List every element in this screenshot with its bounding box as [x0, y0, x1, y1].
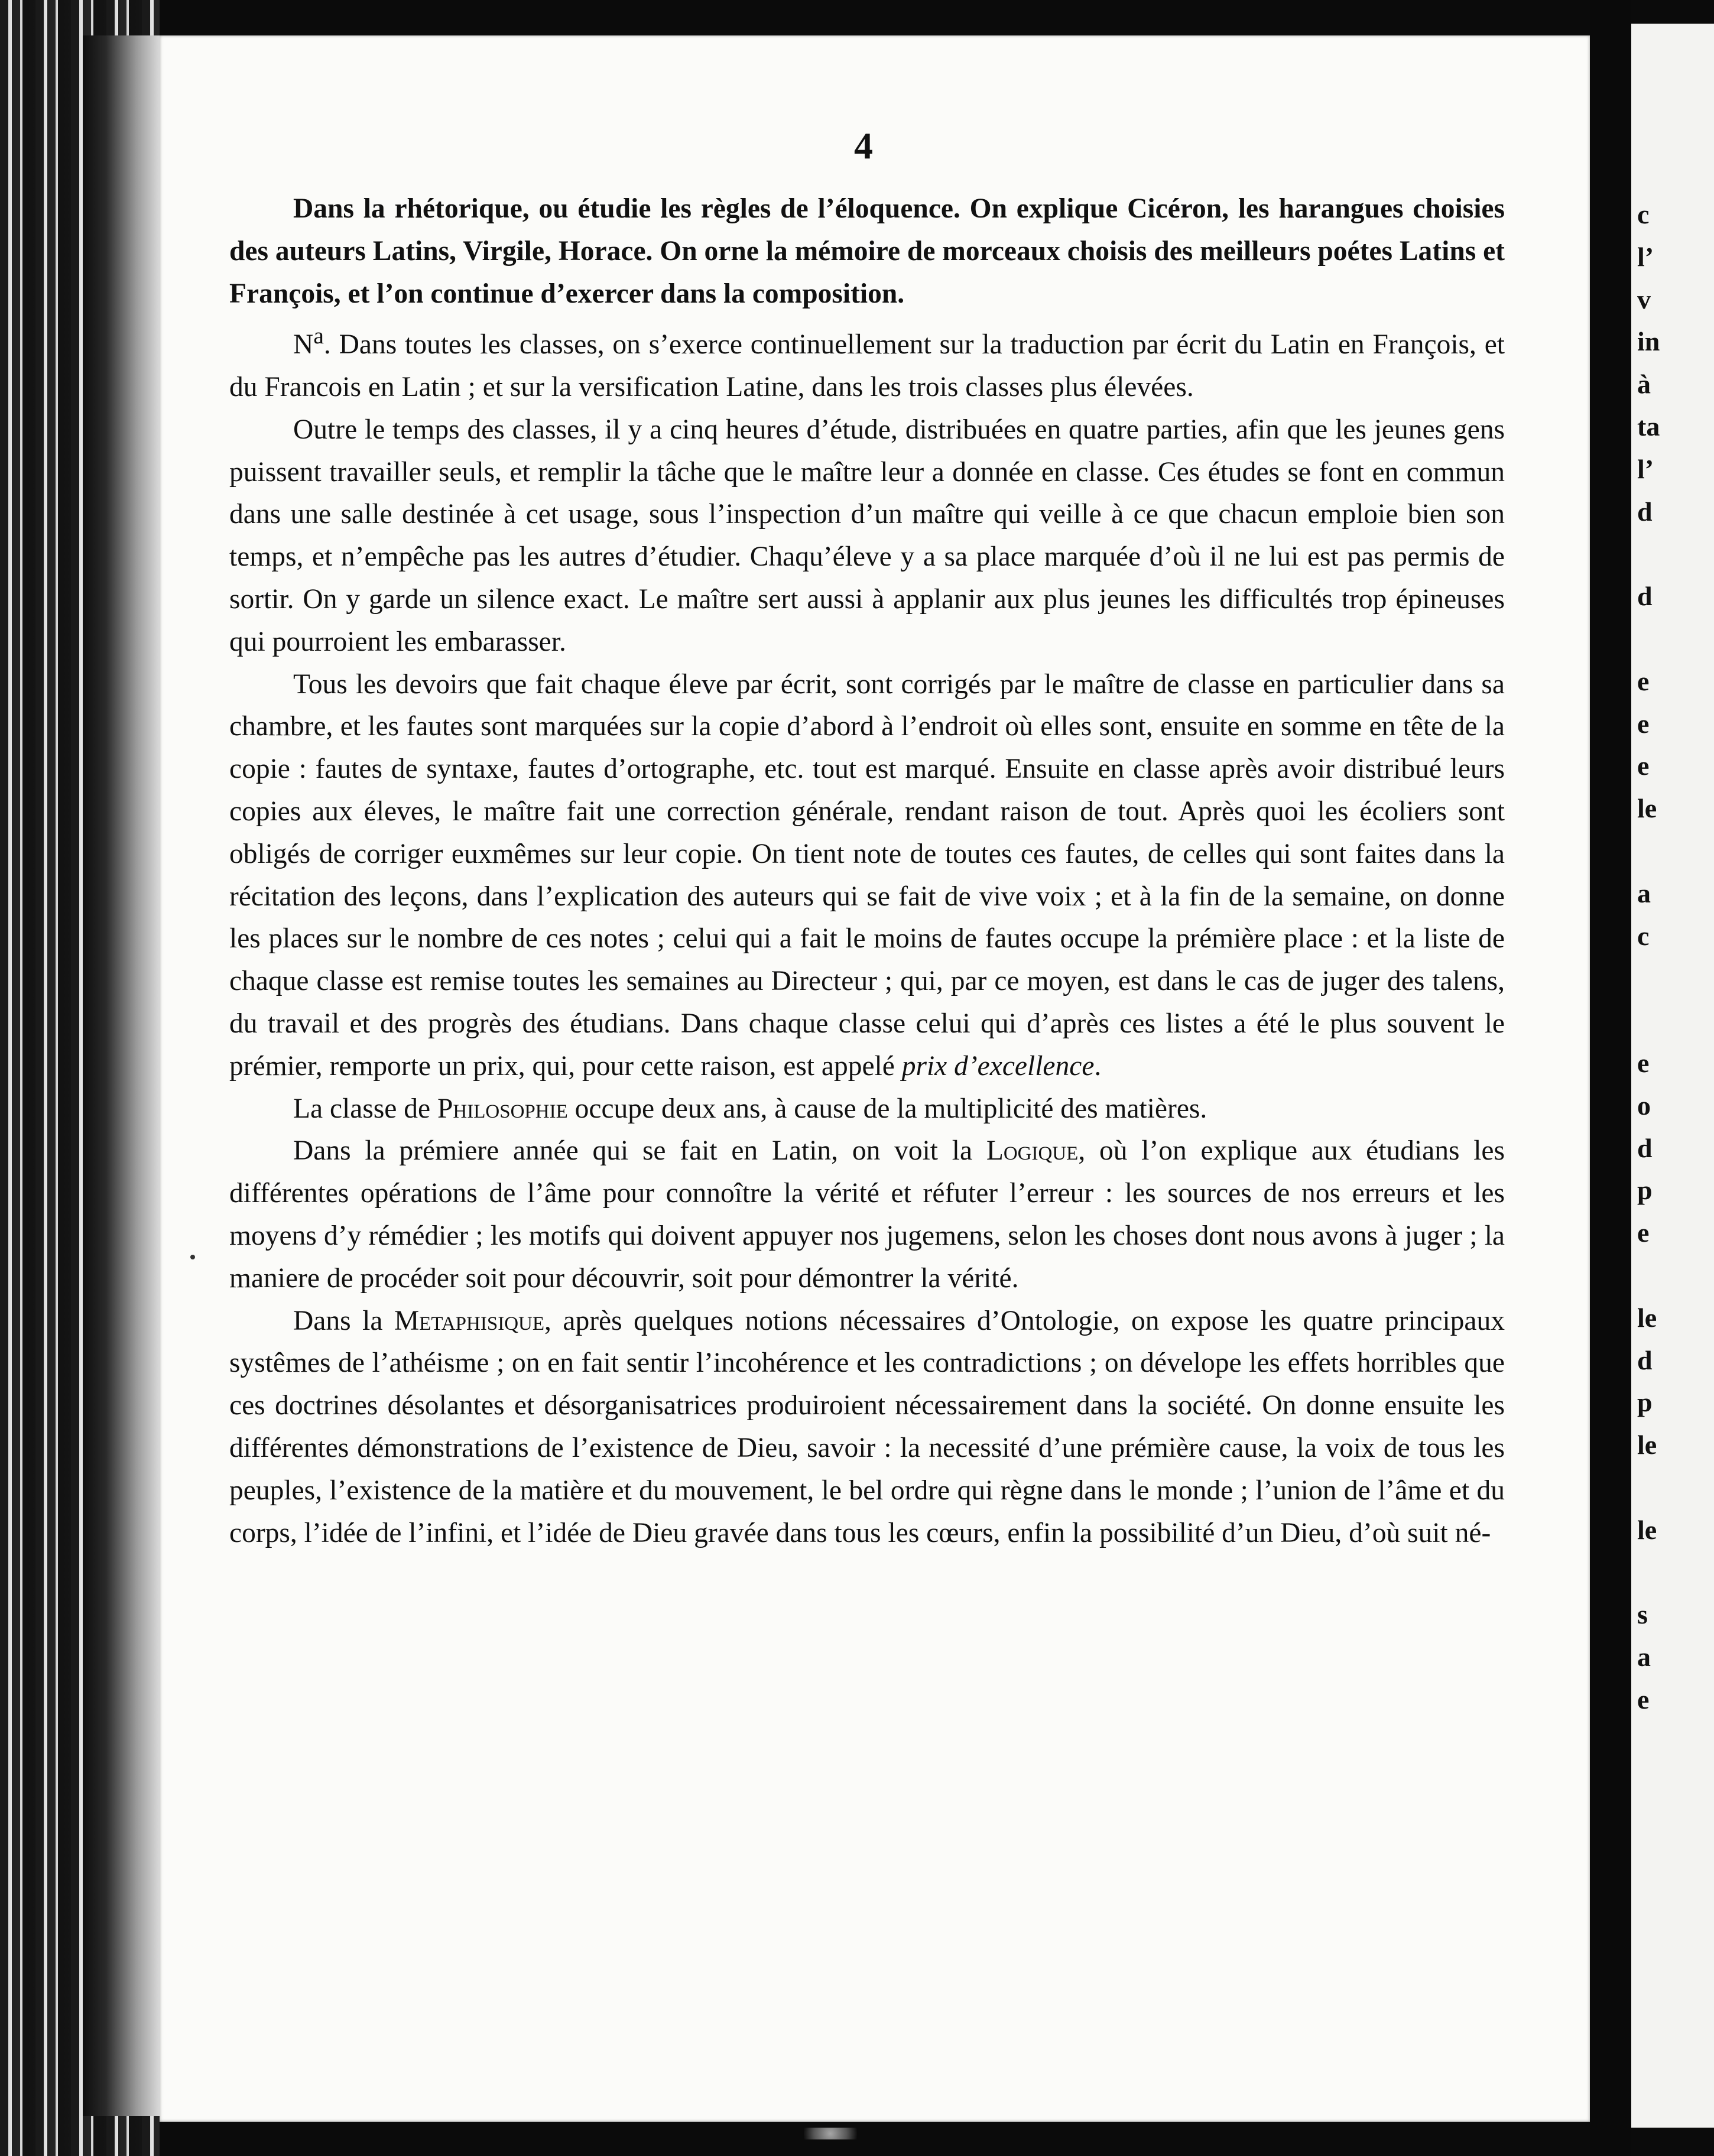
facing-page-letter: e [1637, 1217, 1650, 1248]
text-run: Dans la prémiere année qui se fait en Latin, on voit la [293, 1135, 986, 1167]
page-body-text [229, 188, 1505, 1554]
text-run: Tous les devoirs que fait chaque éleve par écrit, sont corrigés par le maître de classe en particulier dans sa chambre, et les fautes sont marquées sur la copie d’abord à l’endroit où elles sont, ensuite en somme en tête de la copie : fautes de syntaxe, fautes d’ortographe, etc. tout est marqué. Ensuite en classe après avoir distribué leurs copies aux éleves, le maître fait une correction générale, rendant raison de tout. Après quoi les écoliers sont obligés de corriger euxmêmes sur leur copie. On tient note de toutes ces fautes, de celles qui sont faites dans la récitation des leçons, dans l’explication des auteurs qui se fait de vive voix ; et à la fin de la semaine, on donne les places sur le nombre de ces notes ; celui qui a fait le moins de fautes occupe la prémière place : et la liste de chaque classe est remise toutes les semaines au Directeur ; qui, par ce moyen, est dans le cas de juger des talens, du travail et des progrès des étudians. Dans chaque classe celui qui d’après ces listes a été le plus souvent le prémier, remporte un prix, qui, pour cette raison, est appelé [229, 668, 1505, 1082]
facing-page-letter: p [1637, 1387, 1653, 1418]
facing-page-letter: l’ [1637, 453, 1654, 484]
paragraph [229, 315, 1505, 408]
paragraph [229, 188, 1505, 315]
text-run: Dans la rhétorique, ou étudie les règles de l’éloquence. On explique Cicéron, les harangues choisies des auteurs Latins, Virgile, Horace. On orne la mémoire de morceaux choisis des meilleurs poétes Latins et François, et l’on continue d’exercer dans la composition. [229, 193, 1505, 309]
facing-page-letter: o [1637, 1090, 1651, 1121]
facing-page-letter: a [1637, 1642, 1651, 1673]
facing-page-letter: le [1637, 1302, 1657, 1333]
text-run: prix d’excellence [901, 1050, 1095, 1082]
text-run: N [293, 329, 314, 361]
facing-page-letter: s [1637, 1599, 1648, 1630]
facing-page-letter: d [1637, 1132, 1653, 1163]
facing-page-letter: l’ [1637, 241, 1654, 272]
facing-page-letter: c [1637, 199, 1650, 229]
facing-page-letter: à [1637, 369, 1651, 400]
facing-page-letter: e [1637, 751, 1650, 781]
paragraph [229, 1300, 1505, 1555]
gutter-shadow [1590, 0, 1631, 2156]
text-run: , après quelques notions nécessaires d’Ontologie, on expose les quatre principaux systêmes de l’athéisme ; on en fait sentir l’incohérence et les contradictions ; on dévelope les effets horribles que ces doctrines désolantes et désorganisatrices produiroient nécessairement dans la société. On donne ensuite les différentes démonstrations de l’existence de Dieu, savoir : la necessité d’une prémière cause, la voix de tous les peuples, l’existence de la matière et du mouvement, le bel ordre qui règne dans le monde ; l’union de l’âme et du corps, l’idée de l’infini, et l’idée de Dieu gravée dans tous les cœurs, enfin la possibilité d’un Dieu, d’où suit né- [229, 1305, 1505, 1548]
text-run: . [1094, 1050, 1102, 1082]
facing-page-letter: le [1637, 1430, 1657, 1460]
facing-page-letter: d [1637, 1345, 1653, 1375]
text-run: . Dans toutes les classes, on s’exerce continuellement sur la traduction par écrit du Latin en François, et du Francois en Latin ; et sur la versification Latine, dans les trois classes plus élevées. [229, 329, 1505, 403]
facing-page-fragment [1631, 24, 1714, 2128]
facing-page-letter: e [1637, 1048, 1650, 1078]
text-run: Dans la [293, 1305, 394, 1336]
text-run: Metaphisique [394, 1305, 545, 1336]
paragraph [229, 1088, 1505, 1131]
facing-page-letter: e [1637, 708, 1650, 739]
text-run: Philosophie [437, 1093, 568, 1124]
facing-page-letter: a [1637, 878, 1651, 908]
facing-page-letter: d [1637, 581, 1653, 612]
facing-page-letter: ta [1637, 411, 1660, 441]
text-run: Logique [986, 1135, 1079, 1167]
text-run: La classe de [293, 1093, 437, 1124]
facing-page-letter: v [1637, 284, 1651, 314]
facing-page-letter: e [1637, 665, 1650, 696]
text-run: , où l’on explique aux étudians les différentes opérations de l’âme pour connoître la vérité et réfuter l’erreur : les sources de nos erreurs et les moyens d’y rémédier ; les motifs qui doivent appuyer nos jugemens, selon les choses dont nous avons à juger ; la maniere de procéder soit pour découvrir, soit pour démontrer la vérité. [229, 1135, 1505, 1294]
facing-page-letter: le [1637, 793, 1657, 824]
text-run: Outre le temps des classes, il y a cinq heures d’étude, distribuées en quatre parties, afin que les jeunes gens puissent travailler seuls, et remplir la tâche que le maître leur a donnée en classe. Ces études se font en commun dans une salle destinée à cet usage, sous l’inspection d’un maître qui veille à ce que chacun emploie bien son temps, et n’empêche pas les autres d’étudier. Chaqu’éleve y a sa place marquée d’où il ne lui est pas permis de sortir. On y garde un silence exact. Le maître sert aussi à applanir aux plus jeunes les difficultés trop épineuses qui pourroient les embarasser. [229, 414, 1505, 657]
paragraph [229, 664, 1505, 1088]
text-run: a [313, 323, 324, 349]
text-run: occupe deux ans, à cause de la multiplicité des matières. [567, 1093, 1207, 1124]
paragraph [229, 409, 1505, 664]
facing-page-letter: le [1637, 1514, 1657, 1545]
facing-page-letter: c [1637, 920, 1650, 951]
scan-artifact [804, 2128, 857, 2139]
page-number: 4 [854, 125, 873, 167]
ink-speck [190, 1255, 195, 1259]
facing-page-letter: d [1637, 496, 1653, 527]
paragraph [229, 1130, 1505, 1300]
facing-page-letter: e [1637, 1684, 1650, 1715]
facing-page-letter: p [1637, 1175, 1653, 1206]
facing-page-letter: in [1637, 326, 1660, 357]
binding-shadow [83, 35, 160, 2116]
